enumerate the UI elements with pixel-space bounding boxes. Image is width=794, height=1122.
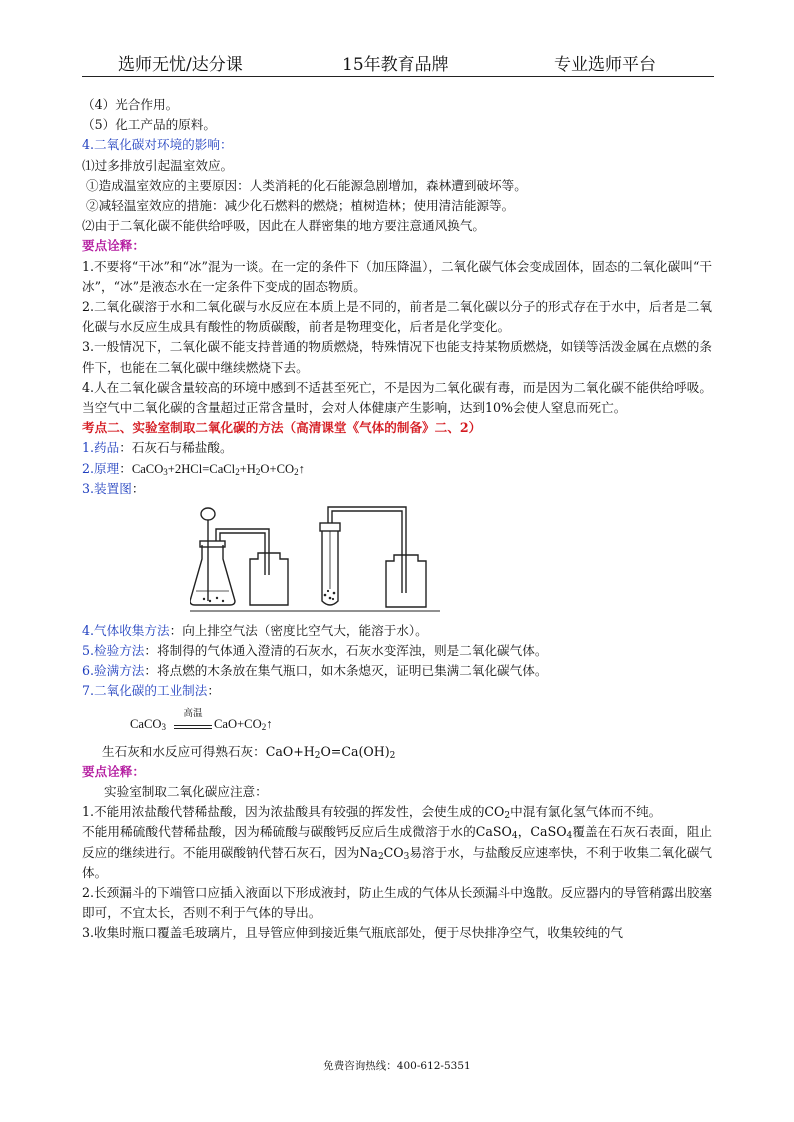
- text-line: （4）光合作用。: [82, 97, 179, 112]
- paragraph: 2.二氧化碳溶于水和二氧化碳与水反应在本质上是不同的，前者是二氧化碳以分子的形式存在于水中，后者是二氧化碳与水反应生成具有酸性的物质碳酸，前者是物理变化，后者是化学变化。: [82, 298, 712, 335]
- eq-part: CaCO: [131, 461, 164, 476]
- full-line: [82, 661, 712, 681]
- apparatus-diagram: [82, 499, 712, 621]
- key-points-heading: 要点诠释：: [82, 238, 145, 254]
- paragraph: 4.人在二氧化碳含量较高的环境中感到不适甚至死亡，不是因为二氧化碳有毒，而是因为二氧化碳不能供给呼吸。当空气中二氧化碳的含量超过正常含量时，会对人体健康产生影响，达到10%会使人窒息而死亡。: [82, 379, 712, 415]
- document-body: [82, 95, 712, 944]
- eq-sub: 3: [403, 851, 410, 862]
- lime-text: 生石灰和水反应可得熟石灰：CaO+H: [102, 743, 315, 759]
- eq-sub: 2: [261, 721, 267, 732]
- eq-left: [130, 714, 166, 734]
- drug-line: [82, 438, 712, 458]
- eq-part: CaO+CO: [214, 716, 262, 731]
- eq-part: ↑: [298, 461, 305, 476]
- apparatus-line: [82, 479, 712, 499]
- collect-line: [82, 621, 712, 641]
- full-label: 6.验满方法: [82, 663, 145, 679]
- paragraph: 3.一般情况下，二氧化碳不能支持普通的物质燃烧，特殊情况下也能支持某物质燃烧，如镁等活泼金属在点燃的条件下，也能在二氧化碳中继续燃烧下去。: [82, 339, 712, 375]
- principle-equation: [132, 462, 305, 476]
- test-label: 5.检验方法: [82, 643, 145, 659]
- eq-sub: 2: [504, 811, 511, 822]
- note-text: 不能用稀硫酸代替稀盐酸，因为稀硫酸与碳酸钙反应后生成微溶于水的CaSO: [82, 824, 512, 840]
- eq-sub: 2: [377, 851, 384, 862]
- separator: ：: [131, 480, 145, 496]
- note-text: 覆盖在石灰石表面，阻止反应的继续进行。不能用碳酸钠代替石灰石，因为Na: [82, 824, 712, 860]
- eq-sub: 2: [314, 750, 321, 761]
- apparatus-label: 3.装置图: [82, 480, 132, 496]
- drug-text: ：石灰石与稀盐酸。: [119, 440, 233, 456]
- eq-part: ↑: [266, 716, 273, 731]
- note-text: 易溶于水，与盐酸反应速率快，不利于收集二氧化碳气体。: [82, 844, 712, 880]
- drug-label: 1.药品: [82, 440, 120, 456]
- eq-condition: 高温: [183, 708, 203, 719]
- note-intro: 实验室制取二氧化碳应注意：: [104, 784, 268, 799]
- note-1b: [82, 822, 712, 883]
- eq-sub: 2: [255, 466, 261, 477]
- header-right: 专业选师平台: [554, 55, 656, 75]
- note-2: 2.长颈漏斗的下端管口应插入液面以下形成液封，防止生成的气体从长颈漏斗中逸散。反应器内的导管稍露出胶塞即可，不宜太长，否则不利于气体的导出。: [82, 885, 712, 921]
- eq-sub: 3: [161, 721, 166, 732]
- header-center: 15年教育品牌: [342, 55, 449, 75]
- eq-part: +H: [239, 461, 256, 476]
- eq-right: [214, 714, 272, 734]
- collect-label: 4.气体收集方法: [82, 622, 170, 638]
- eq-part: O+CO: [260, 461, 295, 476]
- note-text: CO: [383, 844, 404, 860]
- footer-hotline: 免费咨询热线：400-612-5351: [323, 1060, 471, 1072]
- eq-sub: 4: [566, 831, 573, 842]
- note-text: 中混有氯化氢气体而不纯。: [510, 804, 662, 820]
- principle-line: [82, 459, 712, 479]
- industry-line: [82, 681, 712, 701]
- test-line: [82, 641, 712, 661]
- text-line: ①造成温室效应的主要原因：人类消耗的化石能源急剧增加，森林遭到破坏等。: [86, 177, 527, 193]
- section-title: 考点二、实验室制取二氧化碳的方法（高清课堂《气体的制备》二、2）: [82, 420, 482, 436]
- text-line: （5）化工产品的原料。: [82, 117, 216, 133]
- eq-part: CaCO: [130, 716, 162, 731]
- lime-line: [82, 742, 712, 762]
- principle-label: 2.原理: [82, 460, 120, 476]
- lime-text: O=Ca(OH): [320, 743, 390, 759]
- separator: ：: [207, 683, 220, 699]
- paragraph: 1.不要将“干冰”和“冰”混为一谈。在一定的条件下（加压降温），二氧化碳气体会变成固体，固态的二氧化碳叫“干冰”，“冰”是液态水在一定条件下变成的固态物质。: [82, 258, 712, 294]
- eq-sub: 2: [389, 750, 396, 761]
- key-points-heading: 要点诠释：: [82, 763, 145, 779]
- separator: ：: [119, 460, 132, 476]
- eq-sub: 2: [235, 466, 240, 477]
- apparatus-drawing: [190, 501, 540, 617]
- eq-arrow: [174, 704, 212, 729]
- text-line: ⑴过多排放引起温室效应。: [82, 157, 234, 173]
- eq-bars: [174, 725, 212, 729]
- eq-sub: 3: [163, 466, 168, 477]
- full-text: ：将点燃的木条放在集气瓶口，如木条熄灭，证明已集满二氧化碳气体。: [144, 663, 548, 679]
- note-1: [82, 802, 712, 822]
- note-text: ，CaSO: [517, 824, 567, 840]
- eq-part: +2HCl=CaCl: [167, 461, 236, 476]
- note-text: 1.不能用浓盐酸代替稀盐酸，因为浓盐酸具有较强的挥发性，会使生成的CO: [82, 804, 505, 820]
- industry-label: 7.二氧化碳的工业制法: [82, 683, 208, 699]
- industry-equation: [82, 702, 712, 742]
- section-heading: 4.二氧化碳对环境的影响：: [82, 137, 233, 153]
- eq-sub: 2: [294, 466, 299, 477]
- collect-text: ：向上排空气法（密度比空气大，能溶于水）。: [169, 622, 428, 638]
- eq-sub: 4: [511, 831, 518, 842]
- text-line: ⑵由于二氧化碳不能供给呼吸，因此在人群密集的地方要注意通风换气。: [82, 218, 485, 234]
- header-left: 选师无忧/达分课: [118, 55, 243, 75]
- page-header: [82, 50, 714, 77]
- test-text: ：将制得的气体通入澄清的石灰水，石灰水变浑浊，则是二氧化碳气体。: [144, 643, 548, 659]
- note-3: 3.收集时瓶口覆盖毛玻璃片，且导管应伸到接近集气瓶底部处，便于尽快排净空气，收集较纯的气: [82, 925, 623, 941]
- text-line: ②减轻温室效应的措施：减少化石燃料的燃烧；植树造林；使用清洁能源等。: [86, 197, 515, 213]
